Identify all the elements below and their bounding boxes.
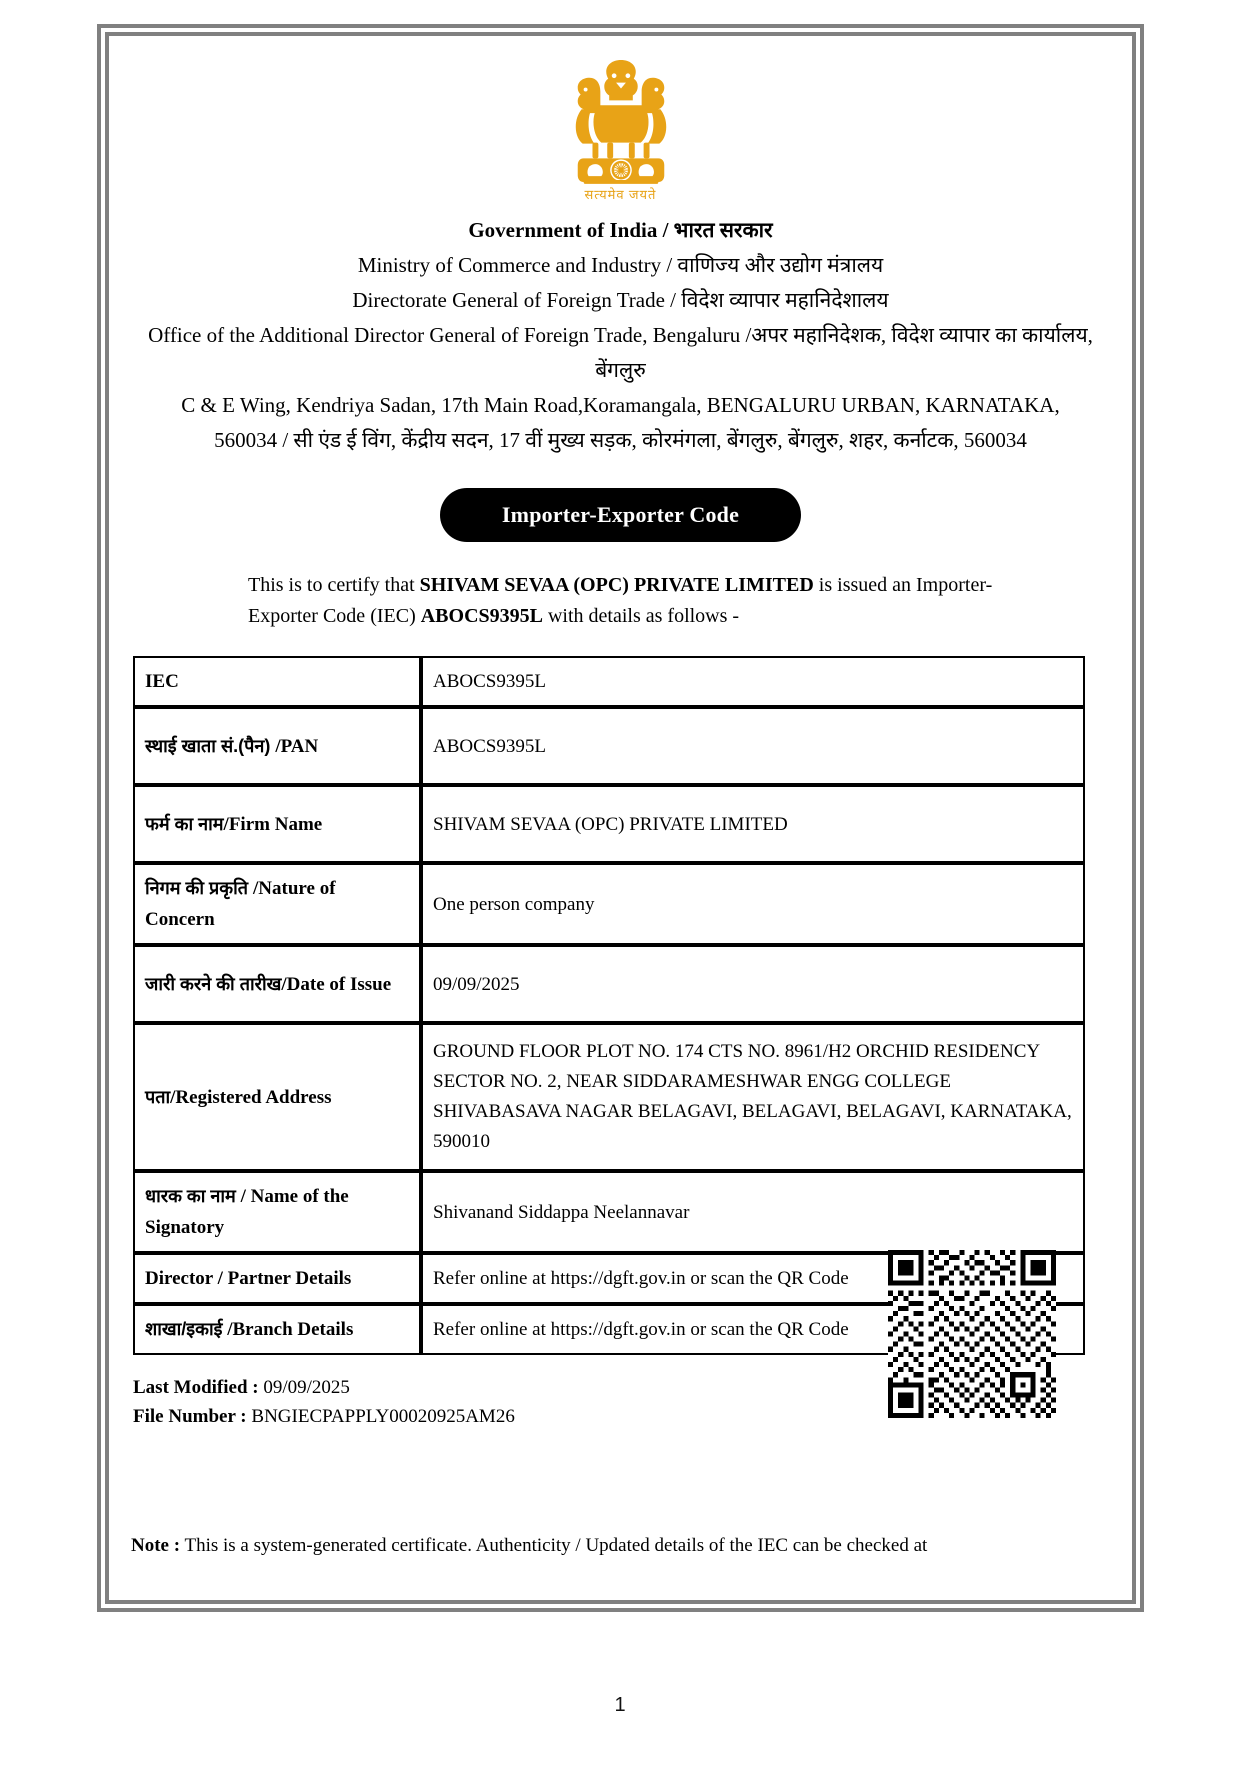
- table-row: [133, 1023, 1085, 1171]
- table-row: [133, 945, 1085, 1023]
- row-label-iec-en: IEC: [145, 671, 179, 692]
- row-label-signatory: [133, 1171, 421, 1253]
- row-label-signatory-hindi: धारक का नाम: [145, 1186, 236, 1206]
- header-address-hi: 560034 / सी एंड ई विंग, केंद्रीय सदन, 17 वीं मुख्य सड़क, कोरमंगला, बेंगलुरु, बेंगलुरु, शहर, कर्नाटक, 560034: [214, 428, 1027, 452]
- emblem-caption: सत्यमेव जयते: [584, 187, 657, 202]
- row-label-iec: [133, 656, 421, 707]
- row-label-director-partner-details: [133, 1253, 421, 1304]
- row-value-signatory: Shivanand Siddappa Neelannavar: [421, 1171, 1085, 1253]
- row-label-signatory-en: / Name of the Signatory: [145, 1186, 349, 1238]
- header-block: [131, 213, 1110, 458]
- row-label-branch-details-hindi: शाखा/इकाई: [145, 1319, 223, 1339]
- row-label-date-of-issue-en: /Date of Issue: [281, 973, 392, 995]
- file-number-value: BNGIECPAPPLY00020925AM26: [246, 1406, 515, 1427]
- note-label: Note :: [131, 1535, 181, 1556]
- certification-statement: [248, 570, 993, 632]
- row-value-iec: ABOCS9395L: [421, 656, 1085, 707]
- row-value-nature-of-concern: One person company: [421, 863, 1085, 945]
- importer-exporter-code-badge: Importer-Exporter Code: [440, 488, 801, 542]
- row-label-branch-details: [133, 1304, 421, 1355]
- row-value-pan: ABOCS9395L: [421, 707, 1085, 785]
- row-label-date-of-issue: [133, 945, 421, 1023]
- table-row: [133, 863, 1085, 945]
- verification-qr-code: [888, 1250, 1056, 1418]
- row-label-pan-en: /PAN: [275, 735, 319, 757]
- state-emblem-of-india-icon: [562, 52, 680, 190]
- table-row: [133, 707, 1085, 785]
- emblem-container: [131, 36, 1110, 195]
- row-value-firm-name: SHIVAM SEVAA (OPC) PRIVATE LIMITED: [421, 785, 1085, 863]
- table-row: [133, 785, 1085, 863]
- row-label-firm-name-en: /Firm Name: [223, 813, 323, 835]
- header-dgft: Directorate General of Foreign Trade / विदेश व्यापार महानिदेशालय: [352, 288, 889, 312]
- header-office: Office of the Additional Director General of Foreign Trade, Bengaluru /अपर महानिदेशक, विदेश व्यापार का कार्यालय,: [148, 323, 1093, 347]
- row-value-director-partner-details: Refer online at https://dgft.gov.in or scan the QR Code: [421, 1253, 1085, 1304]
- row-label-registered-address-hindi: पता: [145, 1086, 171, 1107]
- row-label-pan: [133, 707, 421, 785]
- badge-row: [131, 488, 1110, 542]
- row-label-registered-address: [133, 1023, 421, 1171]
- row-label-nature-of-concern-hindi: निगम की प्रकृति: [145, 878, 254, 898]
- certificate-note: [131, 1532, 1110, 1560]
- row-label-firm-name: [133, 785, 421, 863]
- page-number: 1: [614, 1694, 626, 1716]
- certify-part2: is issued an Importer-Exporter Code (IEC): [248, 574, 993, 627]
- row-label-pan-hindi: स्थाई खाता सं.(पैन): [145, 735, 276, 756]
- certify-iec: ABOCS9395L: [420, 605, 543, 627]
- table-row: [133, 656, 1085, 707]
- row-label-registered-address-en: /Registered Address: [170, 1086, 332, 1108]
- last-modified-label: Last Modified :: [133, 1377, 259, 1398]
- header-government-of-india: Government of India / भारत सरकार: [468, 218, 773, 242]
- header-office-hindi-city: बेंगलुरु: [595, 358, 646, 382]
- certificate-page-inner-border: [105, 32, 1136, 1604]
- last-modified-value: 09/09/2025: [258, 1377, 350, 1398]
- file-number-label: File Number :: [133, 1406, 247, 1427]
- certify-part1: This is to certify that: [248, 574, 420, 596]
- row-label-branch-details-en: /Branch Details: [222, 1319, 354, 1340]
- row-value-branch-details: Refer online at https://dgft.gov.in or scan the QR Code: [421, 1304, 1085, 1355]
- row-label-director-partner-details-en: Director / Partner Details: [145, 1268, 352, 1289]
- row-label-firm-name-hindi: फर्म का नाम: [145, 813, 224, 834]
- header-ministry: Ministry of Commerce and Industry / वाणिज्य और उद्योग मंत्रालय: [357, 253, 884, 277]
- certificate-page-border: [97, 24, 1144, 1612]
- certify-part3: with details as follows -: [542, 605, 740, 627]
- note-text: This is a system-generated certificate. Authenticity / Updated details of the IEC can be checked at: [180, 1535, 928, 1556]
- header-address-en: C & E Wing, Kendriya Sadan, 17th Main Road,Koramangala, BENGALURU URBAN, KARNATAKA,: [181, 393, 1060, 417]
- row-label-date-of-issue-hindi: जारी करने की तारीख: [145, 973, 282, 994]
- table-row: [133, 1171, 1085, 1253]
- certify-firm-name: SHIVAM SEVAA (OPC) PRIVATE LIMITED: [419, 574, 814, 596]
- row-label-nature-of-concern-en: /Nature of Concern: [145, 878, 336, 930]
- row-value-registered-address: GROUND FLOOR PLOT NO. 174 CTS NO. 8961/H2 ORCHID RESIDENCY SECTOR NO. 2, NEAR SIDDARAMESHWAR ENGG COLLEGE SHIVABASAVA NAGAR BELAGAVI, BELAGAVI, BELAGAVI, KARNATAKA, 590010: [421, 1023, 1085, 1171]
- row-label-nature-of-concern: [133, 863, 421, 945]
- row-value-date-of-issue: 09/09/2025: [421, 945, 1085, 1023]
